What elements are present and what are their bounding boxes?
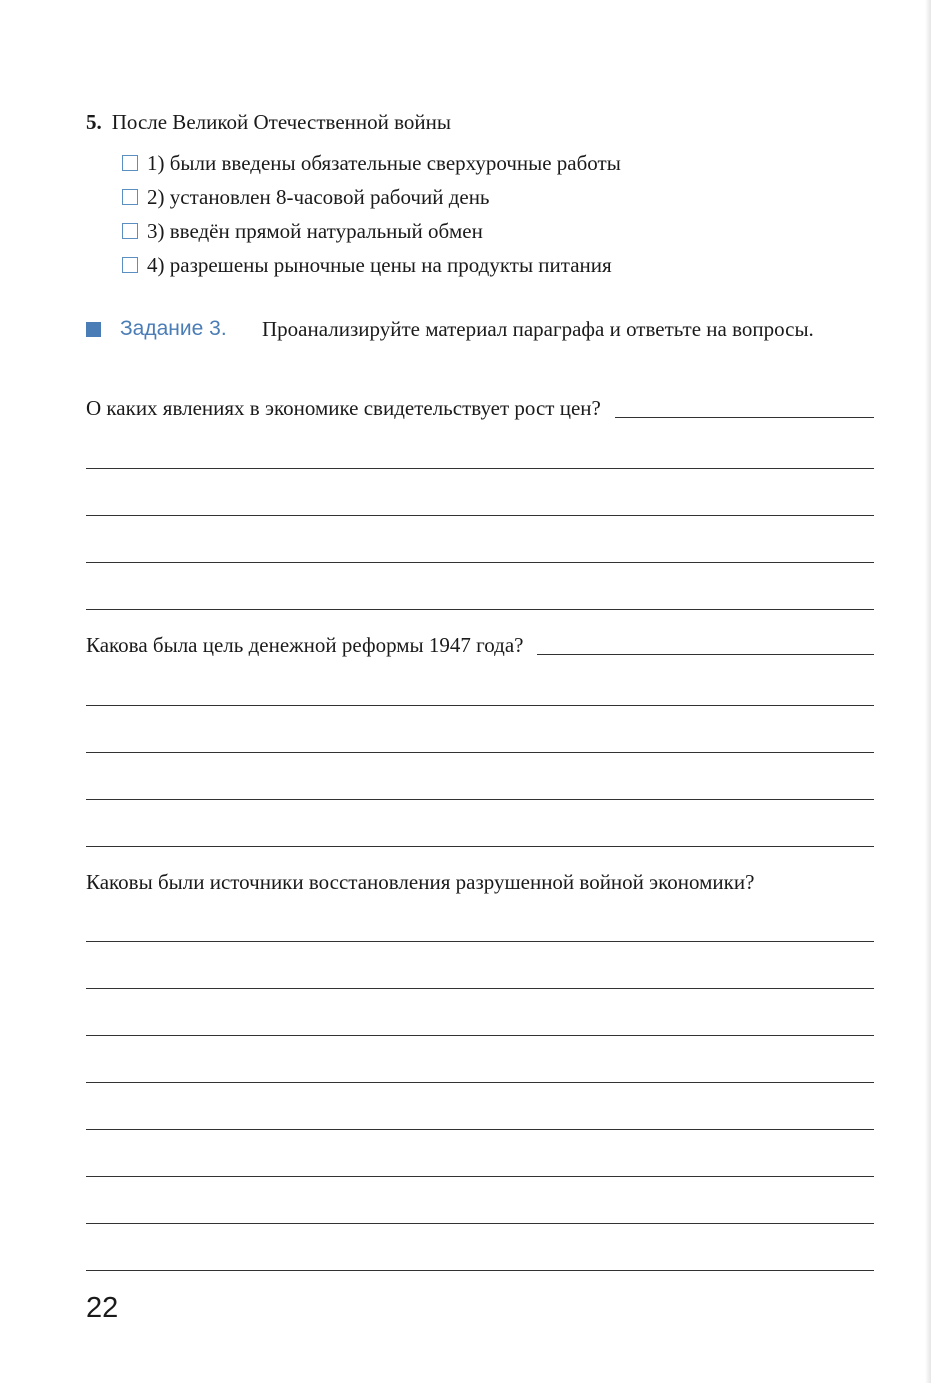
question-text: О каких явлениях в экономике свидетельствует рост цен? — [86, 396, 601, 420]
question-text: Какова была цель денежной реформы 1947 года? — [86, 633, 524, 657]
answer-line[interactable] — [86, 705, 874, 706]
answer-line[interactable] — [537, 654, 874, 655]
question-prices — [86, 394, 874, 422]
answer-line[interactable] — [86, 515, 874, 516]
page-edge — [925, 0, 931, 1383]
answer-option-label: 1) были введены обязательные сверхурочные работы — [147, 150, 621, 175]
answer-line[interactable] — [86, 1035, 874, 1036]
question-number: 5. — [86, 110, 102, 134]
question-reform — [86, 631, 874, 659]
checkbox-icon[interactable] — [122, 155, 138, 171]
question-text: Каковы были источники восстановления разрушенной войной экономики? — [86, 870, 755, 894]
answer-line[interactable] — [615, 417, 874, 418]
answer-line[interactable] — [86, 1176, 874, 1177]
question-recovery-sources — [86, 868, 874, 896]
answer-option[interactable] — [122, 180, 621, 214]
answer-line[interactable] — [86, 1270, 874, 1271]
answer-option[interactable] — [122, 146, 621, 180]
checkbox-icon[interactable] — [122, 189, 138, 205]
task-instruction: Проанализируйте материал параграфа и ответьте на вопросы. — [262, 317, 814, 341]
answer-line[interactable] — [86, 846, 874, 847]
question-5-heading — [86, 108, 451, 136]
question-title: После Великой Отечественной войны — [111, 110, 451, 134]
checkbox-icon[interactable] — [122, 257, 138, 273]
answer-line[interactable] — [86, 468, 874, 469]
task-marker-icon — [86, 322, 101, 337]
answer-line[interactable] — [86, 609, 874, 610]
answer-line[interactable] — [86, 1223, 874, 1224]
task-label: Задание 3. — [120, 317, 227, 340]
answer-option-label: 4) разрешены рыночные цены на продукты питания — [147, 252, 612, 277]
answer-line[interactable] — [86, 1082, 874, 1083]
answer-option-label: 3) введён прямой натуральный обмен — [147, 218, 483, 243]
checkbox-icon[interactable] — [122, 223, 138, 239]
answer-line[interactable] — [86, 799, 874, 800]
answer-options — [122, 146, 621, 282]
answer-option[interactable] — [122, 248, 621, 282]
answer-line[interactable] — [86, 988, 874, 989]
answer-line[interactable] — [86, 1129, 874, 1130]
answer-line[interactable] — [86, 941, 874, 942]
answer-line[interactable] — [86, 752, 874, 753]
answer-line[interactable] — [86, 562, 874, 563]
answer-option[interactable] — [122, 214, 621, 248]
page-number: 22 — [86, 1292, 119, 1324]
answer-option-label: 2) установлен 8-часовой рабочий день — [147, 184, 490, 209]
